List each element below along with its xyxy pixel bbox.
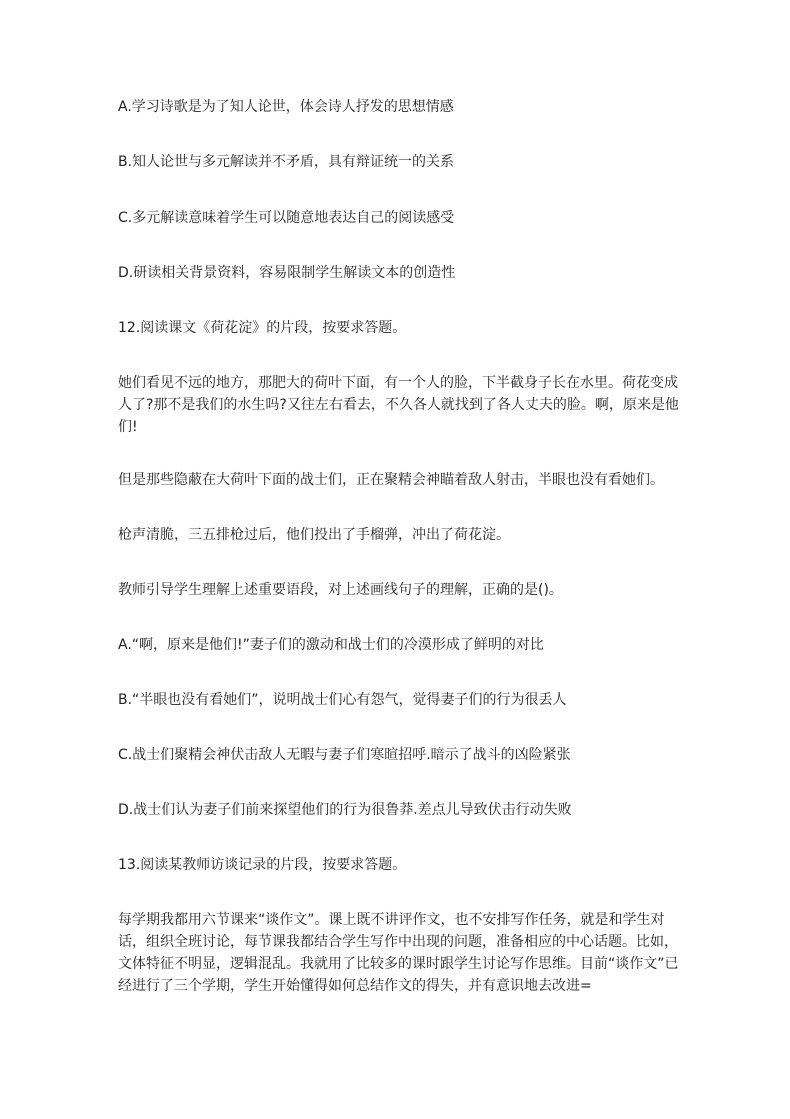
option-11b: B.知人论世与多元解读并不矛盾，具有辩证统一的关系 (118, 154, 455, 170)
option-12c: C.战士们聚精会神伏击敌人无暇与妻子们寒暄招呼.暗示了战斗的凶险紧张 (118, 747, 571, 763)
question-12-prompt: 教师引导学生理解上述重要语段，对上述画线句子的理解，正确的是()。 (118, 582, 563, 598)
passage-paragraph-1: 她们看见不远的地方，那肥大的荷叶下面，有一个人的脸，下半截身子长在水里。荷花变成人了?那不是我们的水生吗?又往左右看去，不久各人就找到了各人丈夫的脸。啊，原来是他们! (118, 375, 679, 435)
passage-paragraph-2: 但是那些隐蔽在大荷叶下面的战士们，正在聚精会神瞄着敌人射击，半眼也没有看她们。 (118, 472, 664, 488)
passage-paragraph-3: 枪声清脆，三五排枪过后，他们投出了手榴弹，冲出了荷花淀。 (118, 527, 510, 543)
option-11a: A.学习诗歌是为了知人论世，体会诗人抒发的思想情感 (118, 99, 454, 115)
question-13-title: 13.阅读某教师访谈记录的片段，按要求答题。 (118, 857, 407, 873)
question-12-title: 12.阅读课文《荷花淀》的片段，按要求答题。 (118, 320, 407, 336)
interview-paragraph: 每学期我都用六节课来“谈作文”。课上既不讲评作文，也不安排写作任务，就是和学生对话，组织全班讨论，每节课我都结合学生写作中出现的问题，准备相应的中心话题。比如，文体特征不明显，逻辑混乱。我就用了比较多的课时跟学生讨论写作思维。目前“谈作文”已经进行了三个学期，学生开始懂得如何总结作文的得失，并有意识地去改进= (118, 912, 679, 994)
option-12d: D.战士们认为妻子们前来探望他们的行为很鲁莽.差点儿导致伏击行动失败 (118, 802, 572, 818)
option-12a: A.“啊，原来是他们!”妻子们的激动和战士们的冷漠形成了鲜明的对比 (118, 637, 544, 653)
option-11d: D.研读相关背景资料，容易限制学生解读文本的创造性 (118, 265, 456, 281)
option-12b: B.“半眼也没有看她们”，说明战士们心有怨气，觉得妻子们的行为很丢人 (118, 692, 567, 708)
option-11c: C.多元解读意味着学生可以随意地表达自己的阅读感受 (118, 210, 455, 226)
